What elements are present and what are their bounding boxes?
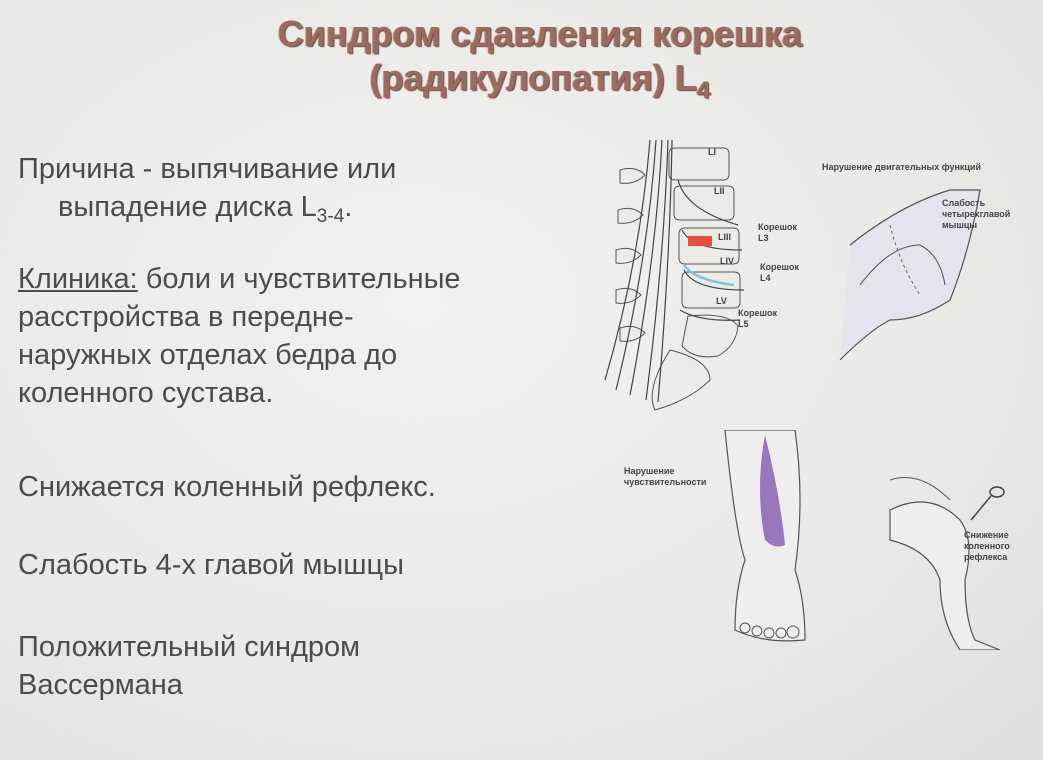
root-l5-label: Корешок L5	[738, 308, 777, 329]
cause-subscript: 3-4	[316, 206, 345, 227]
clinic-line-1: боли и чувствительные	[137, 263, 461, 295]
quad-weakness-label: Слабость четырехглавой мышцы	[942, 198, 1011, 230]
clinic-line-3: наружных отделах бедра до	[18, 339, 398, 371]
clinic-line-4: коленного сустава.	[18, 377, 274, 409]
cause-line-2: выпадение диска $L_{3-4}$.	[58, 191, 353, 227]
wasserman-line-2: Вассермана	[18, 669, 183, 701]
wasserman-block	[18, 628, 360, 704]
title-line-1: Синдром сдавления корешка	[277, 13, 803, 54]
knee-reflex-label: Снижение коленного рефлекса	[964, 530, 1010, 562]
reflex-hammer-icon	[971, 487, 1004, 520]
motor-title: Нарушение двигательных функций	[822, 162, 981, 172]
vertebra-l1: LI	[708, 147, 716, 157]
slide-title	[150, 12, 930, 104]
vertebra-l2: LII	[714, 186, 725, 196]
vertebra-l3: LIII	[718, 232, 731, 242]
clinic-line-2: расстройства в передне-	[18, 301, 354, 333]
sensory-label: Нарушение чувствительности	[624, 466, 707, 487]
title-line-2: (радикулопатия) $L_4$	[369, 57, 711, 104]
clinic-block	[18, 260, 461, 412]
clinic-label: Клиника:	[18, 263, 138, 295]
title-subscript: 4	[697, 77, 711, 104]
leg-sensory-illustration	[715, 430, 825, 650]
root-l3-label: Корешок L3	[758, 222, 797, 243]
disc-herniation-mark	[688, 236, 712, 246]
wasserman-line-1: Положительный синдром	[18, 631, 361, 663]
cause-line-1: Причина - выпячивание или	[18, 153, 397, 185]
vertebra-l4: LIV	[720, 256, 735, 266]
reflex-text: Снижается коленный рефлекс.	[18, 471, 436, 503]
root-l4-label: Корешок L4	[760, 262, 799, 283]
cause-block	[18, 150, 396, 226]
weakness-text: Слабость 4-х главой мышцы	[18, 549, 404, 581]
vertebra-l5: LV	[716, 296, 727, 306]
